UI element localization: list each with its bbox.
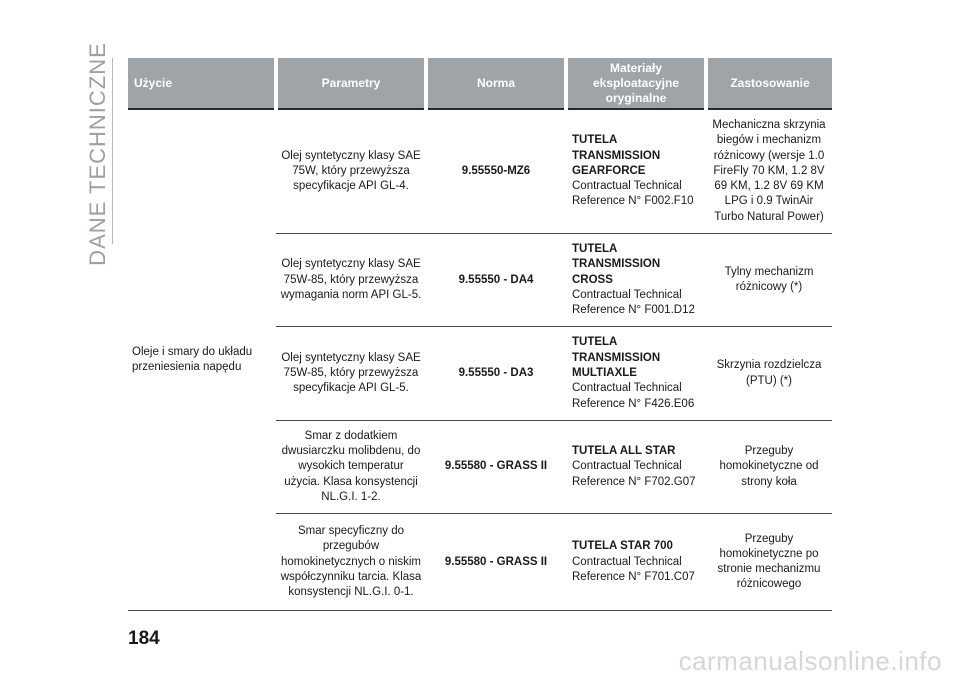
parameters-cell: Olej syntetyczny klasy SAE 75W, który przewyższa specyfikacje API GL-4. — [276, 109, 426, 233]
parameters-cell: Smar z dodatkiem dwusiarczku molibdenu, do wysokich temperatur użycia. Klasa konsystencji NL.G.I. 1-2. — [276, 420, 426, 513]
lubricants-table — [128, 58, 832, 611]
material-cell — [566, 514, 706, 611]
material-cell — [566, 109, 706, 233]
material-name: TUTELA TRANSMISSION GEARFORCE — [572, 134, 661, 177]
watermark-text: carmanualsonline.info — [678, 646, 942, 676]
section-title-vertical — [80, 42, 116, 266]
header-usage: Użycie — [128, 58, 276, 109]
material-cell — [566, 420, 706, 513]
header-norm: Norma — [426, 58, 566, 109]
material-name: TUTELA TRANSMISSION MULTIAXLE — [572, 336, 661, 379]
page-number: 184 — [128, 628, 160, 649]
material-cell — [566, 327, 706, 420]
norm-cell: 9.55550 - DA4 — [426, 233, 566, 326]
parameters-cell: Olej syntetyczny klasy SAE 75W-85, który przewyższa wymagania norm API GL-5. — [276, 233, 426, 326]
header-parameters: Parametry — [276, 58, 426, 109]
material-name: TUTELA TRANSMISSION CROSS — [572, 242, 661, 286]
material-name: TUTELA STAR 700 — [572, 540, 673, 553]
table-header-row — [128, 58, 832, 109]
parameters-cell: Smar specyficzny do przegubów homokinetycznych o niskim współczynniku tarcia. Klasa konsystencji NL.G.I. 0-1. — [276, 514, 426, 611]
norm-cell: 9.55580 - GRASS II — [426, 514, 566, 611]
material-reference: Contractual Technical Reference N° F426.E06 — [572, 382, 695, 410]
material-reference: Contractual Technical Reference N° F702.G07 — [572, 460, 696, 488]
parameters-cell: Olej syntetyczny klasy SAE 75W-85, który przewyższa specyfikacje API GL-5. — [276, 327, 426, 420]
application-cell: Przeguby homokinetyczne po stronie mechanizmu różnicowego — [706, 514, 832, 611]
material-reference: Contractual Technical Reference N° F001.D12 — [572, 288, 695, 317]
norm-cell: 9.55580 - GRASS II — [426, 420, 566, 513]
section-title: DANE TECHNICZNE — [85, 42, 110, 266]
header-application: Zastosowanie — [706, 58, 832, 109]
header-materials: Materiały eksploatacyjne oryginalne — [566, 58, 706, 109]
material-reference: Contractual Technical Reference N° F002.F10 — [572, 180, 694, 208]
section-divider — [112, 58, 113, 244]
material-name: TUTELA ALL STAR — [572, 445, 676, 458]
usage-cell: Oleje i smary do układu przeniesienia napędu — [128, 109, 276, 611]
application-cell: Przeguby homokinetyczne od strony koła — [706, 420, 832, 513]
material-cell — [566, 233, 706, 326]
table-row — [128, 109, 832, 233]
material-reference: Contractual Technical Reference N° F701.C07 — [572, 555, 695, 583]
application-cell: Mechaniczna skrzynia biegów i mechanizm różnicowy (wersje 1.0 FireFly 70 KM, 1.2 8V 69 KM, 1.2 8V 69 KM LPG i 0.9 TwinAir Turbo Natural Power) — [706, 109, 832, 233]
norm-cell: 9.55550-MZ6 — [426, 109, 566, 233]
norm-cell: 9.55550 - DA3 — [426, 327, 566, 420]
application-cell: Skrzynia rozdzielcza (PTU) (*) — [706, 327, 832, 420]
application-cell: Tylny mechanizm różnicowy (*) — [706, 233, 832, 326]
